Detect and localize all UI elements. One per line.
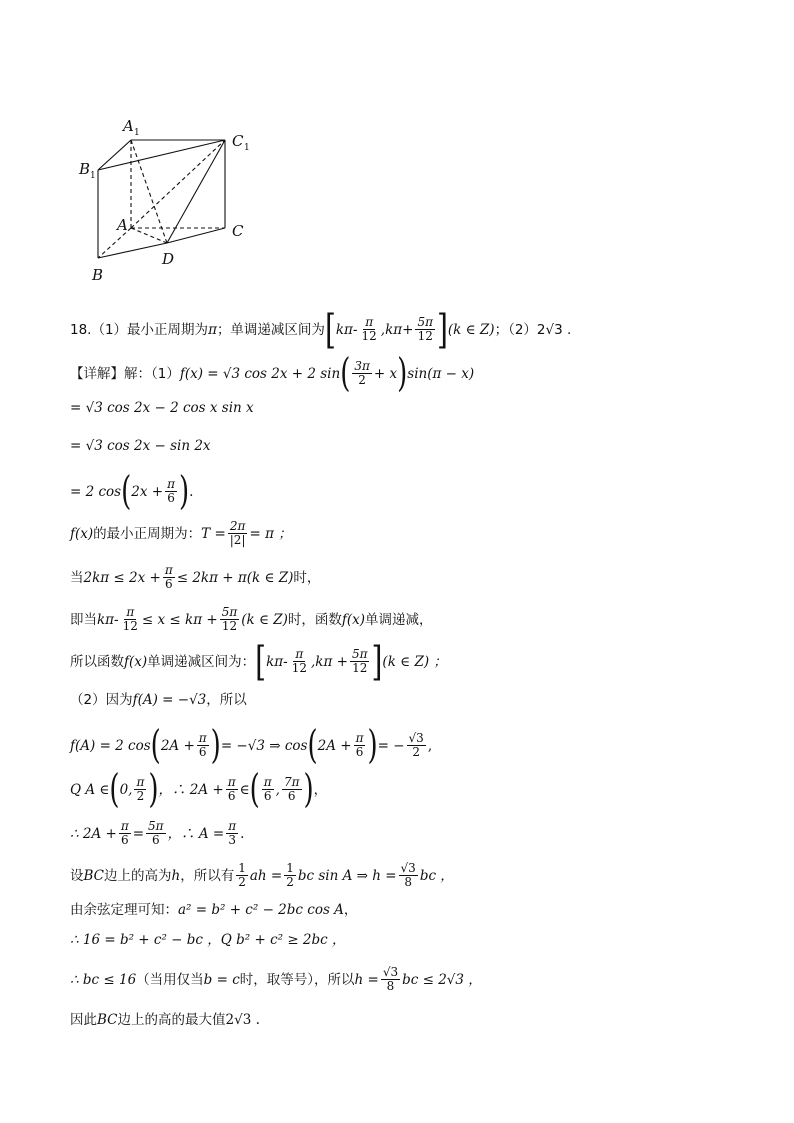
k-in-z: (k ∈ Z) (447, 321, 495, 338)
prism-figure (70, 112, 270, 292)
paren-open: ( (109, 767, 120, 812)
segment-a-c1 (131, 140, 225, 228)
fraction-pi-6: $\frac{\pi}{6}$ (227, 775, 236, 803)
max-height-value: 2√3 . (225, 1012, 260, 1028)
comma: , (275, 781, 280, 798)
edge-b1-a1 (98, 140, 131, 170)
fraction-pi-6: $\frac{\pi}{6}$ (263, 775, 272, 803)
hence-text: 因此 (70, 1012, 97, 1028)
k-in-z: (k ∈ Z) ； (382, 653, 447, 670)
label-d: D (162, 250, 175, 268)
height-label: 边上的高为 (104, 867, 172, 884)
edge-b-d (98, 243, 167, 258)
sin-pi-minus-x: sin(π − x) (407, 365, 475, 382)
in-symbol: ∈ (239, 781, 250, 798)
fraction-sqrt3-8: $\frac{√3}{8}$ (400, 861, 416, 889)
fraction-pi-12: $\frac{\pi}{12}$ (361, 315, 377, 343)
comma: , (427, 737, 433, 754)
ineq-right: ≤ 2kπ + π(k ∈ Z) (176, 569, 294, 586)
because-text: （2）因为 (70, 692, 133, 708)
fraction-pi-2: $\frac{\pi}{2}$ (136, 775, 145, 803)
namely-text: 即当 (70, 611, 97, 628)
period-line (70, 520, 292, 547)
label-a1: A (123, 117, 134, 135)
label-c1-sub: 1 (244, 143, 250, 153)
label-c: C (232, 222, 244, 240)
detail-line-4 (70, 469, 194, 514)
decreasing-line (70, 606, 433, 633)
comma-cjk: ， (313, 781, 328, 798)
label-b1: B (79, 160, 91, 178)
when-text: （当用仅当 (136, 971, 204, 988)
fx: f(x) (124, 653, 148, 670)
interval-right: ,kπ + (311, 653, 348, 670)
fa-value: f(A) = −√3 (132, 692, 207, 708)
paren-close: ) (210, 723, 221, 768)
equals-minus: = − (377, 737, 405, 754)
part2-answer: ；（2）2√3 . (494, 321, 572, 338)
function-text: 时，函数 (287, 611, 342, 628)
two-a-plus: 2A + (160, 737, 195, 754)
paren-open: ( (121, 469, 132, 514)
range-line (70, 767, 328, 812)
part2-line (70, 690, 247, 710)
b-equals-c: b = c (203, 971, 240, 988)
zero-comma: 0, (119, 781, 133, 798)
paren-close: ) (148, 767, 159, 812)
fa-2cos: f(A) = 2 cos (70, 737, 151, 754)
bracket-open: [ (255, 636, 267, 685)
so-function-text: 所以函数 (70, 653, 124, 670)
comma-cjk: ， (343, 902, 358, 918)
answer-number-text: 18.（1）最小正周期为 (70, 321, 209, 338)
let-text: 设 (70, 867, 84, 884)
fx-expr: f(x) = √3 cos 2x + 2 sin (179, 365, 341, 382)
x-range: ≤ x ≤ kπ + (141, 611, 218, 628)
a-in: Q A ∈ (70, 781, 110, 798)
answer-summary-line (70, 304, 572, 353)
bc-sin-a: bc sin A ⇒ h = (297, 867, 397, 884)
interval-left: kπ- (266, 653, 288, 670)
interval-line (70, 636, 447, 685)
label-c1: C (232, 132, 244, 150)
interval-left: kπ- (335, 321, 358, 338)
two-cos: = 2 cos (70, 483, 122, 500)
conclusion-line (70, 1010, 260, 1030)
label-b1-sub: 1 (90, 171, 96, 181)
h: h (171, 867, 181, 884)
fraction-7pi-6: $\frac{7\pi}{6}$ (283, 775, 300, 803)
therefore-2a: ，∴ 2A + (158, 781, 224, 798)
period-dot: . (240, 825, 245, 842)
period-label: 的最小正周期为： (93, 525, 202, 542)
solve-a-line (70, 820, 244, 847)
fraction-pi-6: $\frac{\pi}{6}$ (355, 731, 364, 759)
fraction-5pi-6: $\frac{5\pi}{6}$ (148, 819, 164, 847)
bc-le-2sqrt3: bc ≤ 2√3 ， (402, 971, 482, 988)
fraction-pi-12: $\frac{\pi}{12}$ (122, 605, 138, 633)
plus-x: + x (373, 365, 398, 382)
cosine-law-formula: a² = b² + c² − 2bc cos A (178, 902, 344, 918)
fraction-1-2: $\frac{1}{2}$ (286, 861, 294, 889)
bc-le-16: ∴ bc ≤ 16 (70, 971, 137, 988)
k-in-z: (k ∈ Z) (241, 611, 288, 628)
bc: BC (97, 1012, 118, 1028)
t-equals: T = (201, 525, 226, 542)
fraction-5pi-12: $\frac{5\pi}{12}$ (351, 647, 368, 675)
paren-close: ) (367, 723, 378, 768)
bc: BC (83, 867, 105, 884)
max-height-label: 边上的高的最大值 (117, 1012, 226, 1028)
equals-pi: = π ； (249, 525, 292, 542)
fraction-5pi-12: $\frac{5\pi}{12}$ (417, 315, 433, 343)
edge-b1-c1 (98, 140, 225, 170)
ah-equals: ah = (249, 867, 283, 884)
paren-open: ( (150, 723, 161, 768)
max-h-line (70, 966, 482, 993)
therefore-a: ，∴ A = (167, 825, 225, 842)
fx: f(x) (70, 525, 94, 542)
h-equals: h = (354, 971, 379, 988)
interval-label: ；单调递减区间为 (216, 321, 325, 338)
paren-close: ) (397, 351, 408, 396)
edge-d-c (167, 228, 225, 243)
ineq-left: 2kπ ≤ 2x + (83, 569, 161, 586)
detail-line-2: = √3 cos 2x − 2 cos x sin x (70, 400, 254, 416)
bracket-close: ] (436, 304, 448, 353)
equals: = (132, 825, 145, 842)
decreasing-text: 单调递减， (365, 611, 433, 628)
two-x-plus: 2x + (131, 483, 164, 500)
fraction-sqrt3-8: $\frac{√3}{8}$ (382, 965, 399, 993)
cos-equation-line (70, 723, 433, 768)
kpi-minus: kπ- (97, 611, 119, 628)
therefore-text: ，所以 (206, 692, 247, 708)
therefore-2a: ∴ 2A + (70, 825, 117, 842)
paren-close: ) (178, 469, 190, 514)
implies-cos: = −√3 ⇒ cos (220, 737, 308, 754)
fraction-pi-3: $\frac{\pi}{3}$ (228, 819, 237, 847)
label-b: B (92, 266, 104, 284)
fraction-pi-12: $\frac{\pi}{12}$ (291, 647, 307, 675)
fraction-3pi-2: $\frac{3\pi}{2}$ (354, 359, 370, 387)
time-text: 时， (293, 569, 321, 586)
fraction-1-2: $\frac{1}{2}$ (238, 861, 246, 889)
fraction-pi-6: $\frac{\pi}{6}$ (120, 819, 129, 847)
cosine-law-line (70, 900, 357, 920)
paren-open: ( (249, 767, 260, 812)
paren-close: ) (303, 767, 314, 812)
cosine-law-label: 由余弦定理可知： (70, 902, 178, 918)
equality-text: 时，取等号），所以 (239, 971, 355, 988)
fraction-5pi-12: $\frac{5\pi}{12}$ (221, 605, 238, 633)
bracket-open: [ (324, 304, 336, 353)
two-a-plus: 2A + (317, 737, 352, 754)
interval-right: ,kπ+ (380, 321, 414, 338)
detail-line-3: = √3 cos 2x − sin 2x (70, 438, 211, 454)
fraction-sqrt3-2: $\frac{√3}{2}$ (408, 731, 424, 759)
fraction-pi-6: $\frac{\pi}{6}$ (198, 731, 207, 759)
fraction-pi-6: $\frac{\pi}{6}$ (164, 563, 173, 591)
period-value: π (208, 321, 217, 338)
so-have-text: ，所以有 (180, 867, 235, 884)
when-text: 当 (70, 569, 84, 586)
label-a1-sub: 1 (134, 128, 140, 138)
inequality-bc-line: ∴ 16 = b² + c² − bc ，Q b² + c² ≥ 2bc ， (70, 932, 346, 948)
inequality-line (70, 564, 320, 591)
paren-open: ( (307, 723, 318, 768)
detail-line-1 (70, 351, 475, 396)
detail-heading: 【详解】解：（1） (70, 365, 180, 382)
fraction-2pi-abs2: $\frac{2\pi}{|2|}$ (229, 519, 246, 547)
segment-a-d (131, 228, 167, 243)
fx: f(x) (341, 611, 366, 628)
bracket-close: ] (371, 636, 383, 685)
height-line (70, 862, 454, 889)
bc-comma: bc ， (419, 867, 454, 884)
interval-label: 单调递减区间为： (147, 653, 256, 670)
label-a: A (117, 216, 128, 234)
paren-open: ( (340, 351, 351, 396)
period-dot: . (189, 483, 194, 500)
fraction-pi-6: $\frac{\pi}{6}$ (167, 477, 175, 505)
